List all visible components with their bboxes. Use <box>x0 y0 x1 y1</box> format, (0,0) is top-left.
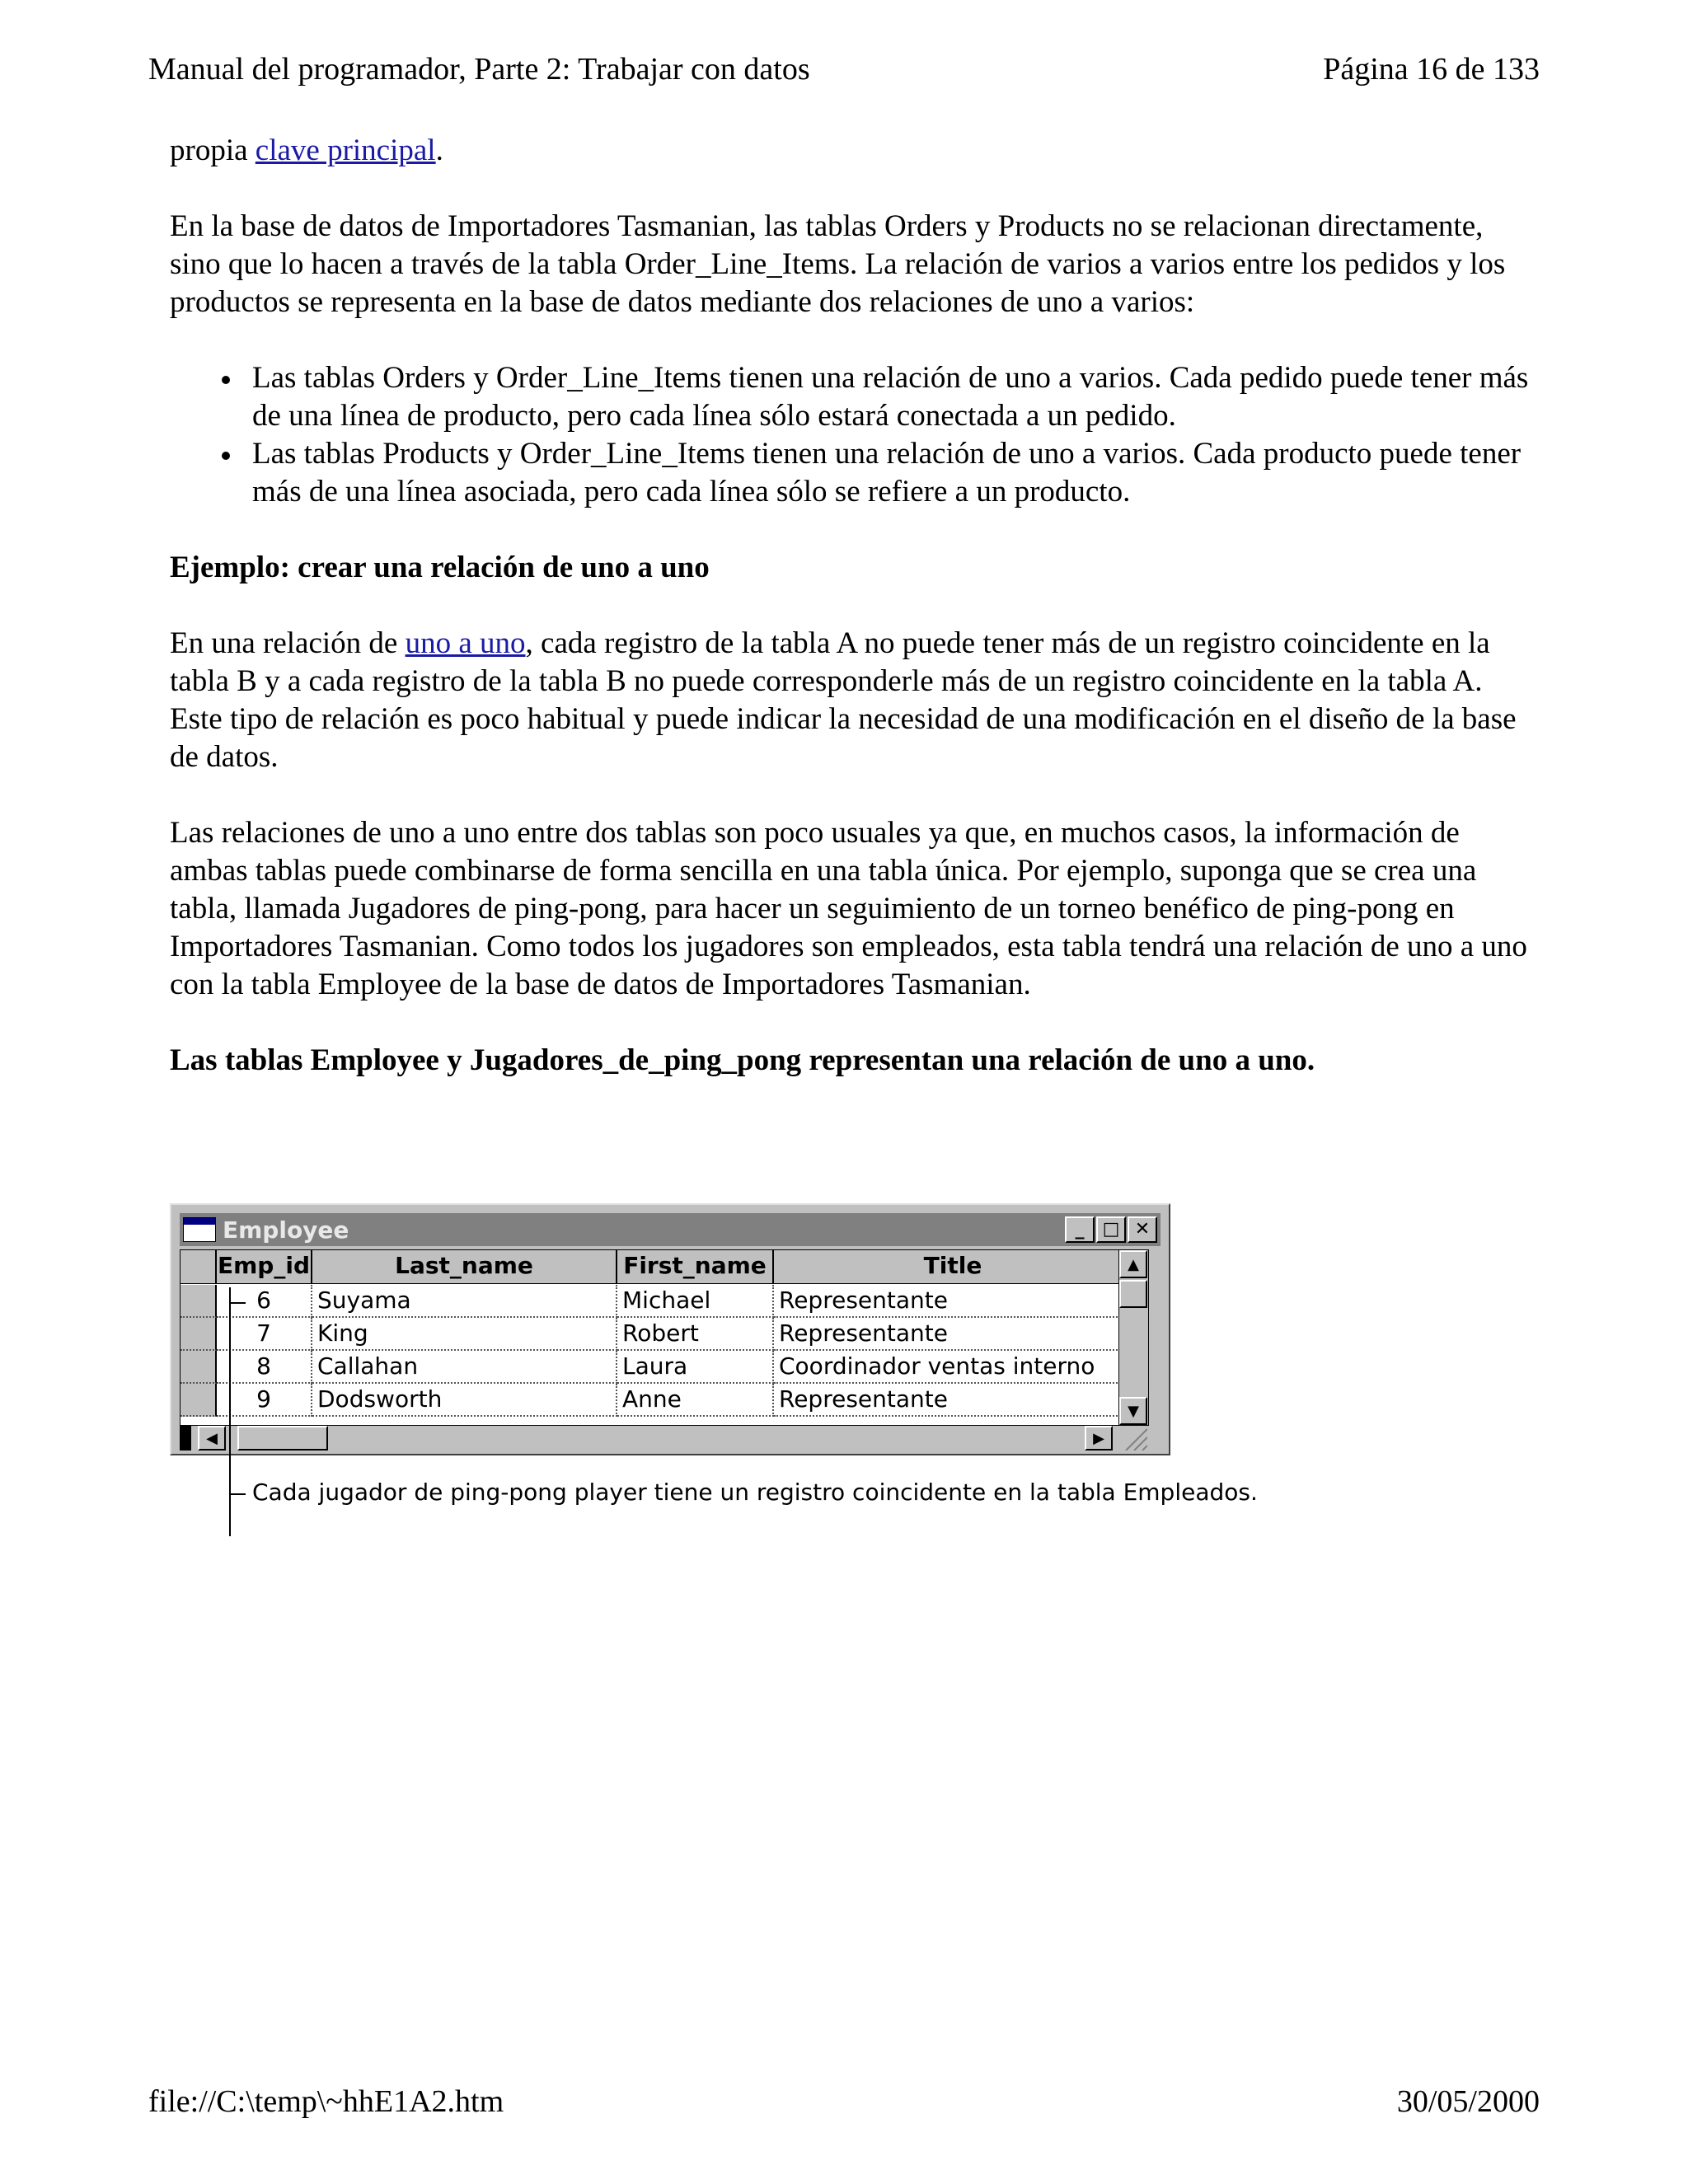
window-title: Employee <box>223 1216 349 1244</box>
column-header-emp-id[interactable]: Emp_id <box>217 1250 312 1283</box>
vertical-scroll-thumb[interactable] <box>1119 1280 1147 1308</box>
column-header-title[interactable]: Title <box>774 1250 1133 1283</box>
table-row[interactable] <box>181 1351 1148 1384</box>
record-marker <box>180 1426 191 1451</box>
scroll-right-arrow-icon[interactable]: ▶ <box>1085 1426 1113 1451</box>
vertical-scrollbar[interactable] <box>1118 1250 1148 1425</box>
cell-emp-id[interactable]: 7 <box>217 1318 312 1351</box>
window-titlebar[interactable] <box>180 1213 1160 1246</box>
window-system-icon[interactable] <box>183 1217 216 1242</box>
cell-title[interactable]: Coordinador ventas interno <box>774 1351 1133 1384</box>
cell-first-name[interactable]: Michael <box>617 1285 774 1318</box>
callout-tick <box>229 1302 246 1304</box>
table-row[interactable] <box>181 1318 1148 1351</box>
employee-window <box>170 1203 1170 1455</box>
page-header <box>148 51 1540 87</box>
footer-file-path: file://C:\temp\~hhE1A2.htm <box>148 2084 504 2119</box>
maximize-button[interactable]: □ <box>1096 1216 1126 1243</box>
footer-date: 30/05/2000 <box>1396 2084 1540 2119</box>
cell-last-name[interactable]: Dodsworth <box>312 1384 617 1417</box>
cell-first-name[interactable]: Robert <box>617 1318 774 1351</box>
row-selector[interactable] <box>181 1318 217 1351</box>
resize-grip-icon[interactable] <box>1118 1427 1147 1451</box>
link-clave-principal[interactable]: clave principal <box>255 134 436 167</box>
callout-tick <box>229 1493 246 1495</box>
list-item: Las tablas Orders y Order_Line_Items tienen una relación de uno a varios. Cada pedido puede tener más de una línea de producto, pero cada línea sólo estará conectada a un pedido. <box>252 359 1538 435</box>
cell-title[interactable]: Representante <box>774 1285 1133 1318</box>
section-heading: Ejemplo: crear una relación de uno a uno <box>170 551 710 584</box>
cell-last-name[interactable]: Suyama <box>312 1285 617 1318</box>
row-selector-header[interactable] <box>181 1250 217 1283</box>
cell-first-name[interactable]: Anne <box>617 1384 774 1417</box>
bullet-list <box>170 359 1538 511</box>
list-item: Las tablas Products y Order_Line_Items tienen una relación de uno a varios. Cada producto puede tener más de una línea asociada, pero cada línea sólo se refiere a un producto. <box>252 435 1538 511</box>
cell-emp-id[interactable]: 6 <box>217 1285 312 1318</box>
scroll-up-arrow-icon[interactable]: ▲ <box>1119 1250 1147 1278</box>
cell-emp-id[interactable]: 9 <box>217 1384 312 1417</box>
paragraph-intro <box>170 132 1538 170</box>
window-controls <box>1065 1216 1157 1243</box>
callout-caption: Cada jugador de ping-pong player tiene un registro coincidente en la tabla Empleados. <box>252 1479 1258 1506</box>
header-title: Manual del programador, Parte 2: Trabajar con datos <box>148 52 810 87</box>
table-row[interactable] <box>181 1384 1148 1417</box>
text: En una relación de <box>170 626 406 660</box>
paragraph-ping-pong: Las relaciones de uno a uno entre dos tablas son poco usuales ya que, en muchos casos, la información de ambas tablas puede combinarse de forma sencilla en una tabla única. Por ejemplo, suponga que se crea una tabla, llamada Jugadores de ping-pong, para hacer un seguimiento de un torneo benéfico de ping-pong en Importadores Tasmanian. Como todos los jugadores son empleados, esta tabla tendrá una relación de uno a uno con la tabla Employee de la base de datos de Importadores Tasmanian. <box>170 816 1527 1001</box>
employee-grid <box>180 1249 1149 1426</box>
text: . <box>435 134 443 167</box>
horizontal-scrollbar[interactable] <box>180 1426 1149 1451</box>
page-footer <box>148 2083 1540 2120</box>
scroll-left-arrow-icon[interactable]: ◀ <box>198 1426 226 1451</box>
row-selector[interactable] <box>181 1351 217 1384</box>
page-body <box>170 132 1538 1080</box>
cell-last-name[interactable]: Callahan <box>312 1351 617 1384</box>
cell-title[interactable]: Representante <box>774 1318 1133 1351</box>
column-header-first-name[interactable]: First_name <box>617 1250 774 1283</box>
cell-first-name[interactable]: Laura <box>617 1351 774 1384</box>
column-header-last-name[interactable]: Last_name <box>312 1250 617 1283</box>
horizontal-scroll-thumb[interactable] <box>237 1426 328 1451</box>
paragraph-one-to-one <box>170 625 1538 776</box>
text: , cada registro de la tabla A no puede tener más de un registro coincidente en la tabla B y a cada registro de la tabla B no puede corresponderle más de un registro coincidente en la tabla A. Este tipo de relación es poco habitual y puede indicar la necesidad de una modificación en el diseño de la base de datos. <box>170 626 1517 774</box>
minimize-button[interactable]: _ <box>1065 1216 1095 1243</box>
cell-emp-id[interactable]: 8 <box>217 1351 312 1384</box>
link-uno-a-uno[interactable]: uno a uno <box>405 626 526 660</box>
table-row[interactable] <box>181 1285 1148 1318</box>
row-selector[interactable] <box>181 1285 217 1318</box>
callout-line <box>229 1287 231 1536</box>
row-selector[interactable] <box>181 1384 217 1417</box>
paragraph-orders-products: En la base de datos de Importadores Tasmanian, las tablas Orders y Products no se relacionan directamente, sino que lo hacen a través de la tabla Order_Line_Items. La relación de varios a varios entre los pedidos y los productos se representa en la base de datos mediante dos relaciones de uno a varios: <box>170 209 1506 319</box>
text: propia <box>170 134 256 167</box>
cell-last-name[interactable]: King <box>312 1318 617 1351</box>
close-button[interactable]: ✕ <box>1128 1216 1157 1243</box>
scroll-down-arrow-icon[interactable]: ▼ <box>1119 1397 1147 1425</box>
figure-caption: Las tablas Employee y Jugadores_de_ping_pong representan una relación de uno a uno. <box>170 1043 1315 1077</box>
cell-title[interactable]: Representante <box>774 1384 1133 1417</box>
header-page-number: Página 16 de 133 <box>1323 52 1540 87</box>
grid-header-row <box>181 1250 1148 1284</box>
